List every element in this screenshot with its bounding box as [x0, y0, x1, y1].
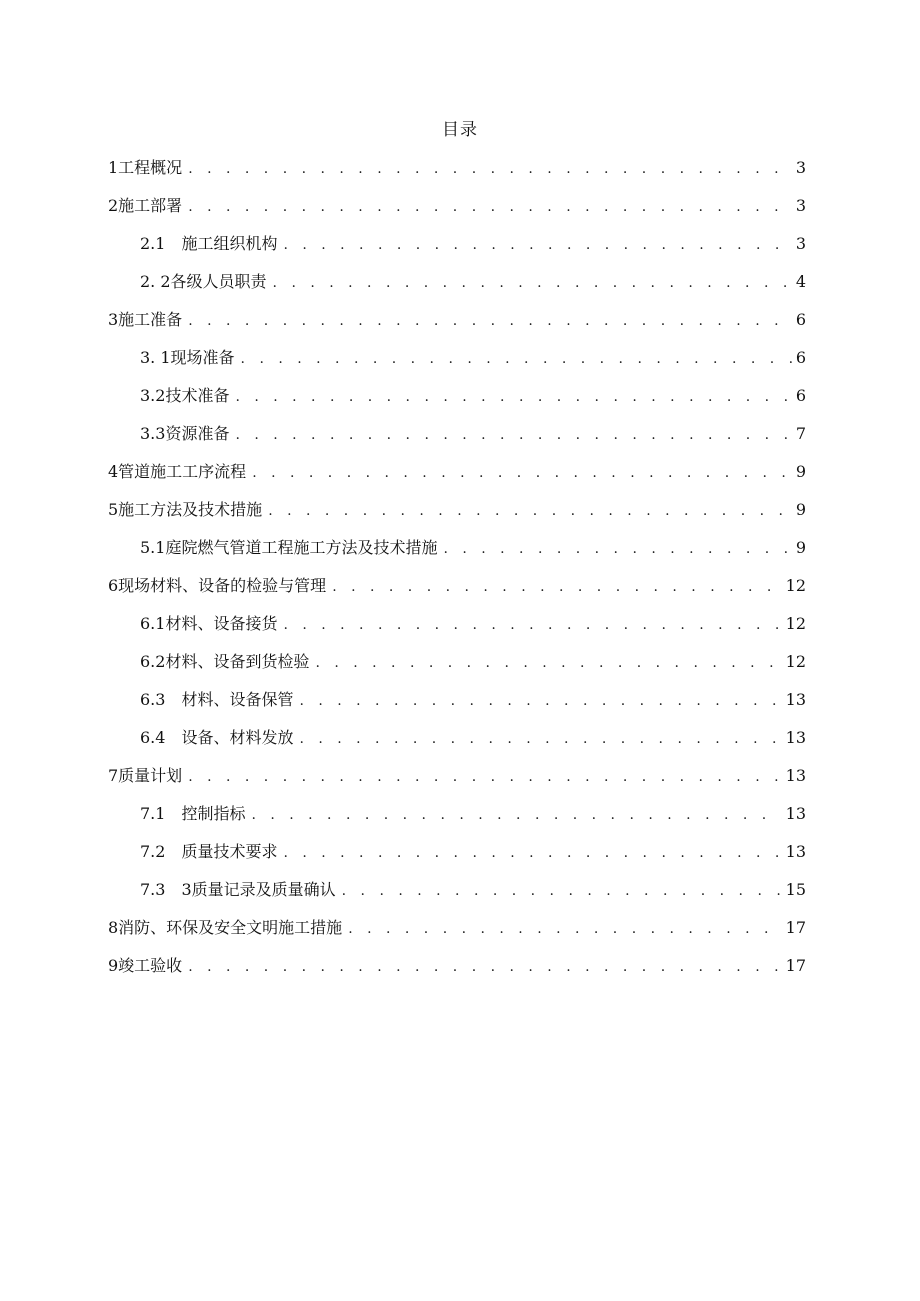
toc-leader-dots [299, 688, 781, 714]
toc-entry-label: 3. 1现场准备 [140, 348, 235, 367]
toc-entry[interactable] [108, 231, 806, 269]
toc-entry[interactable] [108, 611, 806, 649]
toc-entry[interactable] [108, 459, 806, 497]
toc-entry[interactable] [108, 839, 806, 877]
toc-entry-page: 3 [795, 234, 806, 253]
toc-entry-label: 7.3 3质量记录及质量确认 [140, 880, 336, 899]
toc-entry[interactable] [108, 307, 806, 345]
toc-entry-page: 3 [795, 196, 806, 215]
toc-entry-page: 6 [795, 386, 806, 405]
toc-leader-dots [342, 878, 782, 904]
toc-leader-dots [348, 916, 781, 942]
toc-entry[interactable] [108, 877, 806, 915]
toc-entry-page: 15 [785, 880, 806, 899]
toc-entry[interactable] [108, 725, 806, 763]
toc-entry[interactable] [108, 193, 806, 231]
toc-leader-dots [241, 346, 792, 372]
toc-leader-dots [235, 422, 791, 448]
toc-entry[interactable] [108, 421, 806, 459]
toc-entry[interactable] [108, 763, 806, 801]
toc-entry-page: 13 [785, 804, 806, 823]
toc-entry-label: 4管道施工工序流程 [108, 462, 247, 481]
toc-entry-label: 9竣工验收 [108, 956, 183, 975]
toc-entry[interactable] [108, 953, 806, 991]
toc-entry-page: 12 [785, 652, 806, 671]
toc-leader-dots [188, 764, 781, 790]
toc-entry[interactable] [108, 345, 806, 383]
toc-entry-page: 13 [785, 690, 806, 709]
toc-title: 目录 [442, 120, 478, 140]
toc-leader-dots [188, 194, 792, 220]
toc-entry-page: 13 [785, 766, 806, 785]
toc-entry[interactable] [108, 915, 806, 953]
toc-entry-page: 13 [785, 728, 806, 747]
toc-leader-dots [252, 460, 792, 486]
toc-leader-dots [268, 498, 792, 524]
toc-leader-dots [443, 536, 791, 562]
toc-entry-page: 6 [795, 348, 806, 367]
toc-leader-dots [273, 270, 792, 296]
toc-entry-page: 3 [795, 158, 806, 177]
toc-entry[interactable] [108, 649, 806, 687]
toc-entry-page: 9 [795, 500, 806, 519]
toc-entry-label: 7质量计划 [108, 766, 183, 785]
toc-entry-page: 12 [785, 614, 806, 633]
toc-entry-label: 7.2 质量技术要求 [140, 842, 278, 861]
toc-leader-dots [283, 612, 781, 638]
toc-entry[interactable] [108, 383, 806, 421]
toc-leader-dots [188, 308, 792, 334]
toc-leader-dots [332, 574, 781, 600]
toc-entry-label: 1工程概况 [108, 158, 183, 177]
toc-list [108, 155, 806, 991]
toc-entry-label: 3.2技术准备 [140, 386, 230, 405]
toc-entry-page: 12 [785, 576, 806, 595]
toc-leader-dots [235, 384, 791, 410]
toc-entry-label: 3.3资源准备 [140, 424, 230, 443]
toc-entry-page: 7 [795, 424, 806, 443]
toc-entry-label: 2施工部署 [108, 196, 183, 215]
toc-leader-dots [315, 650, 781, 676]
toc-entry-label: 2.1 施工组织机构 [140, 234, 278, 253]
toc-entry-page: 13 [785, 842, 806, 861]
toc-leader-dots [188, 156, 792, 182]
toc-entry-label: 6现场材料、设备的检验与管理 [108, 576, 327, 595]
toc-entry-label: 6.3 材料、设备保管 [140, 690, 294, 709]
toc-entry[interactable] [108, 573, 806, 611]
toc-entry[interactable] [108, 535, 806, 573]
toc-leader-dots [283, 840, 781, 866]
toc-entry-label: 5施工方法及技术措施 [108, 500, 263, 519]
toc-entry-label: 8消防、环保及安全文明施工措施 [108, 918, 343, 937]
toc-entry-label: 7.1 控制指标 [140, 804, 246, 823]
toc-entry-label: 2. 2各级人员职责 [140, 272, 267, 291]
toc-leader-dots [283, 232, 791, 258]
toc-entry-label: 3施工准备 [108, 310, 183, 329]
toc-leader-dots [188, 954, 781, 980]
toc-entry-label: 5.1庭院燃气管道工程施工方法及技术措施 [140, 538, 438, 557]
toc-entry-label: 6.4 设备、材料发放 [140, 728, 294, 747]
toc-entry-page: 4 [795, 272, 806, 291]
toc-entry-label: 6.2材料、设备到货检验 [140, 652, 310, 671]
toc-entry[interactable] [108, 801, 806, 839]
toc-entry-label: 6.1材料、设备接货 [140, 614, 278, 633]
toc-entry[interactable] [108, 687, 806, 725]
toc-entry[interactable] [108, 155, 806, 193]
toc-leader-dots [299, 726, 781, 752]
toc-entry-page: 9 [795, 462, 806, 481]
toc-entry-page: 17 [785, 918, 806, 937]
toc-entry-page: 17 [785, 956, 806, 975]
toc-leader-dots [251, 802, 781, 828]
toc-entry-page: 9 [795, 538, 806, 557]
toc-entry[interactable] [108, 497, 806, 535]
toc-entry[interactable] [108, 269, 806, 307]
toc-entry-page: 6 [795, 310, 806, 329]
